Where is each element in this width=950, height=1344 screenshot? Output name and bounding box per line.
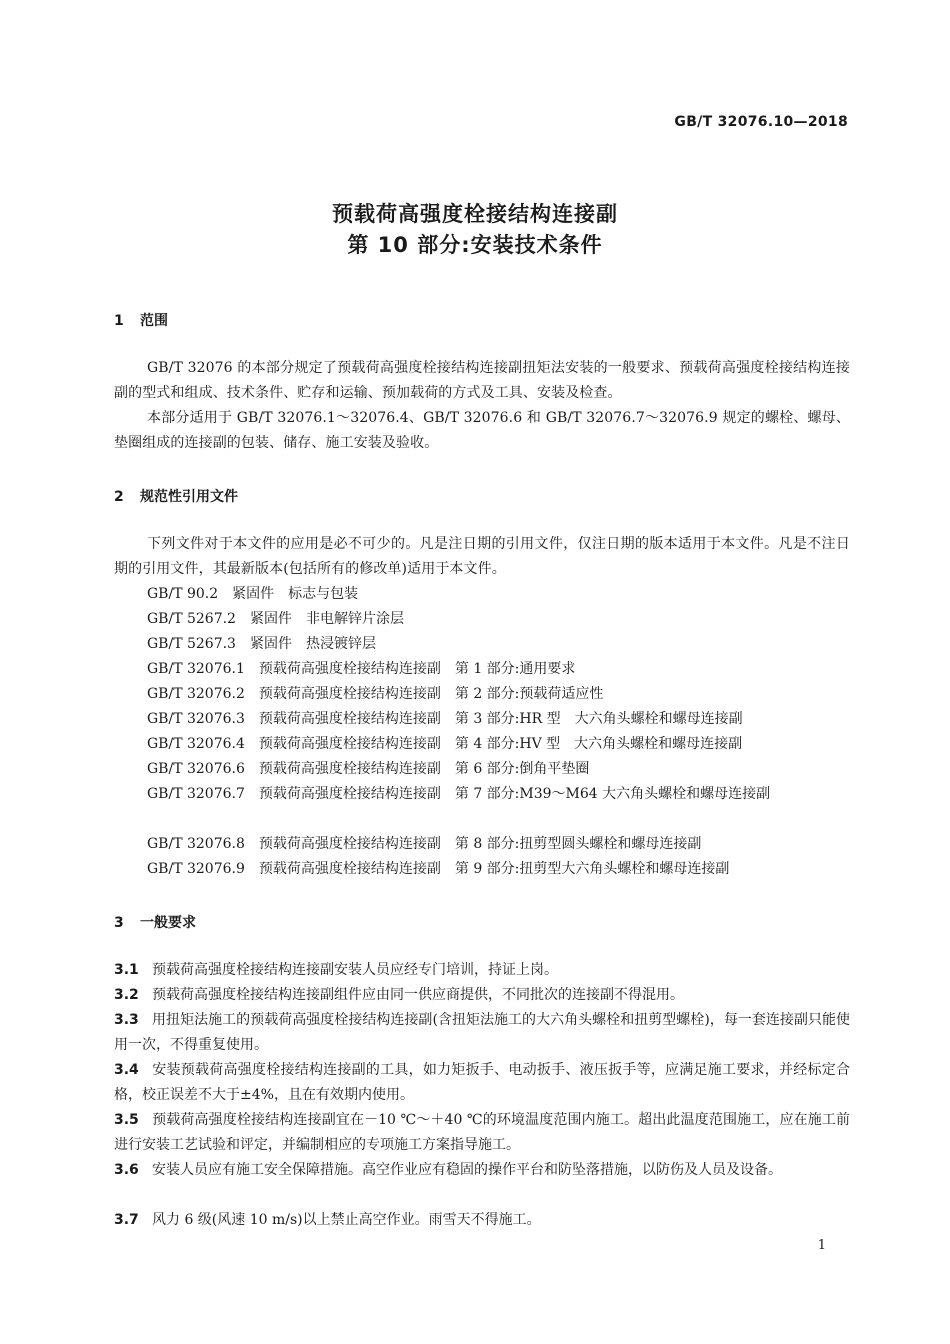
clause-3-5 [114, 1108, 850, 1158]
ref-code: GB/T 32076.6 [147, 761, 245, 777]
ref-title: 紧固件 [232, 586, 275, 602]
ref-part: 热浸镀锌层 [305, 636, 376, 652]
section-number: 3 [114, 915, 124, 931]
ref-title: 预载荷高强度栓接结构连接副 [258, 861, 441, 877]
ref-title: 预载荷高强度栓接结构连接副 [258, 836, 441, 852]
clause-number: 3.1 [114, 962, 139, 978]
ref-code: GB/T 32076.8 [147, 836, 245, 852]
section-title: 范围 [140, 313, 168, 329]
ref-title: 紧固件 [249, 636, 292, 652]
ref-part: 第 9 部分:扭剪型大六角头螺栓和螺母连接副 [454, 861, 730, 877]
doc-title-line2: 第 10 部分:安装技术条件 [347, 233, 603, 257]
clause-number: 3.3 [114, 1012, 139, 1028]
ref-title: 紧固件 [249, 611, 292, 627]
clause-number: 3.2 [114, 987, 139, 1003]
clause-text: 风力 6 级(风速 10 m/s)以上禁止高空作业。雨雪天不得施工。 [152, 1212, 541, 1228]
ref-item [147, 732, 742, 757]
ref-item [147, 857, 729, 882]
section-heading-normative-refs [114, 486, 238, 506]
ref-code: GB/T 5267.3 [147, 636, 236, 652]
clause-3-7 [114, 1208, 850, 1233]
clause-number: 3.7 [114, 1212, 139, 1228]
ref-title: 预载荷高强度栓接结构连接副 [258, 736, 441, 752]
ref-item [147, 582, 358, 607]
ref-part: 非电解锌片涂层 [305, 611, 404, 627]
ref-part: 第 3 部分:HR 型 大六角头螺栓和螺母连接副 [454, 711, 743, 727]
clause-3-2 [114, 983, 850, 1008]
scope-paragraph-2: 本部分适用于 GB/T 32076.1～32076.4、GB/T 32076.6 和 GB/T 32076.7～32076.9 规定的螺栓、螺母、垫圈组成的连接副的包装、储存、施工安装及验收。 [114, 410, 850, 451]
ref-code: GB/T 5267.2 [147, 611, 236, 627]
ref-code: GB/T 90.2 [147, 586, 219, 602]
clause-3-6 [114, 1158, 850, 1183]
ref-part: 标志与包装 [288, 586, 359, 602]
section-heading-scope [114, 310, 168, 330]
clause-3-1 [114, 958, 850, 983]
clause-text: 安装人员应有施工安全保障措施。高空作业应有稳固的操作平台和防坠落措施，以防伤及人员及设备。 [152, 1162, 782, 1178]
ref-item-long: GB/T 32076.7 预载荷高强度栓接结构连接副 第 7 部分:M39～M64 大六角头螺栓和螺母连接副 [147, 786, 771, 802]
clause-text: 用扭矩法施工的预载荷高强度栓接结构连接副(含扭矩法施工的大六角头螺栓和扭剪型螺栓)，每一套连接副只能使用一次，不得重复使用。 [114, 1012, 850, 1053]
standard-code: GB/T 32076.10—2018 [674, 114, 848, 130]
clause-text: 预载荷高强度栓接结构连接副安装人员应经专门培训，持证上岗。 [152, 962, 558, 978]
section-title: 一般要求 [140, 915, 196, 931]
ref-title: 预载荷高强度栓接结构连接副 [258, 761, 441, 777]
ref-item [147, 707, 743, 732]
ref-part: 第 1 部分:通用要求 [454, 661, 576, 677]
clause-number: 3.4 [114, 1062, 139, 1078]
ref-code: GB/T 32076.1 [147, 661, 245, 677]
ref-item [147, 632, 376, 657]
section-heading-general-requirements [114, 912, 196, 932]
section-number: 1 [114, 313, 124, 329]
ref-code: GB/T 32076.9 [147, 861, 245, 877]
refs-intro-paragraph: 下列文件对于本文件的应用是必不可少的。凡是注日期的引用文件，仅注日期的版本适用于本文件。凡是不注日期的引用文件，其最新版本(包括所有的修改单)适用于本文件。 [114, 536, 850, 577]
scope-paragraph-1: GB/T 32076 的本部分规定了预载荷高强度栓接结构连接副扭矩法安装的一般要求、预载荷高强度栓接结构连接副的型式和组成、技术条件、贮存和运输、预加载荷的方式及工具、安装及检查。 [114, 360, 850, 401]
ref-title: 预载荷高强度栓接结构连接副 [258, 686, 441, 702]
ref-item [147, 682, 603, 707]
clause-text: 预载荷高强度栓接结构连接副组件应由同一供应商提供，不同批次的连接副不得混用。 [152, 987, 684, 1003]
section-number: 2 [114, 489, 124, 505]
ref-item [147, 607, 404, 632]
ref-title: 预载荷高强度栓接结构连接副 [258, 711, 441, 727]
ref-title: 预载荷高强度栓接结构连接副 [258, 661, 441, 677]
ref-part: 第 2 部分:预载荷适应性 [454, 686, 604, 702]
ref-code: GB/T 32076.4 [147, 736, 245, 752]
doc-title-line1: 预载荷高强度栓接结构连接副 [332, 202, 618, 226]
clause-number: 3.5 [114, 1112, 139, 1128]
clause-text: 预载荷高强度栓接结构连接副宜在－10 ℃～＋40 ℃的环境温度范围内施工。超出此温度范围施工，应在施工前进行安装工艺试验和评定，并编制相应的专项施工方案指导施工。 [114, 1112, 850, 1153]
ref-code: GB/T 32076.3 [147, 711, 245, 727]
ref-code: GB/T 32076.2 [147, 686, 245, 702]
clause-text: 安装预载荷高强度栓接结构连接副的工具，如力矩扳手、电动扳手、液压扳手等，应满足施工要求，并经标定合格，校正误差不大于±4%，且在有效期内使用。 [114, 1062, 850, 1103]
clause-3-3 [114, 1008, 850, 1058]
clause-3-4 [114, 1058, 850, 1108]
section-title: 规范性引用文件 [140, 489, 238, 505]
ref-part: 第 6 部分:倒角平垫圈 [454, 761, 590, 777]
ref-item [147, 657, 575, 682]
clause-number: 3.6 [114, 1162, 139, 1178]
ref-item [147, 757, 589, 782]
ref-part: 第 4 部分:HV 型 大六角头螺栓和螺母连接副 [454, 736, 743, 752]
ref-item [147, 832, 701, 857]
ref-part: 第 8 部分:扭剪型圆头螺栓和螺母连接副 [454, 836, 702, 852]
page-number: 1 [817, 1238, 826, 1253]
